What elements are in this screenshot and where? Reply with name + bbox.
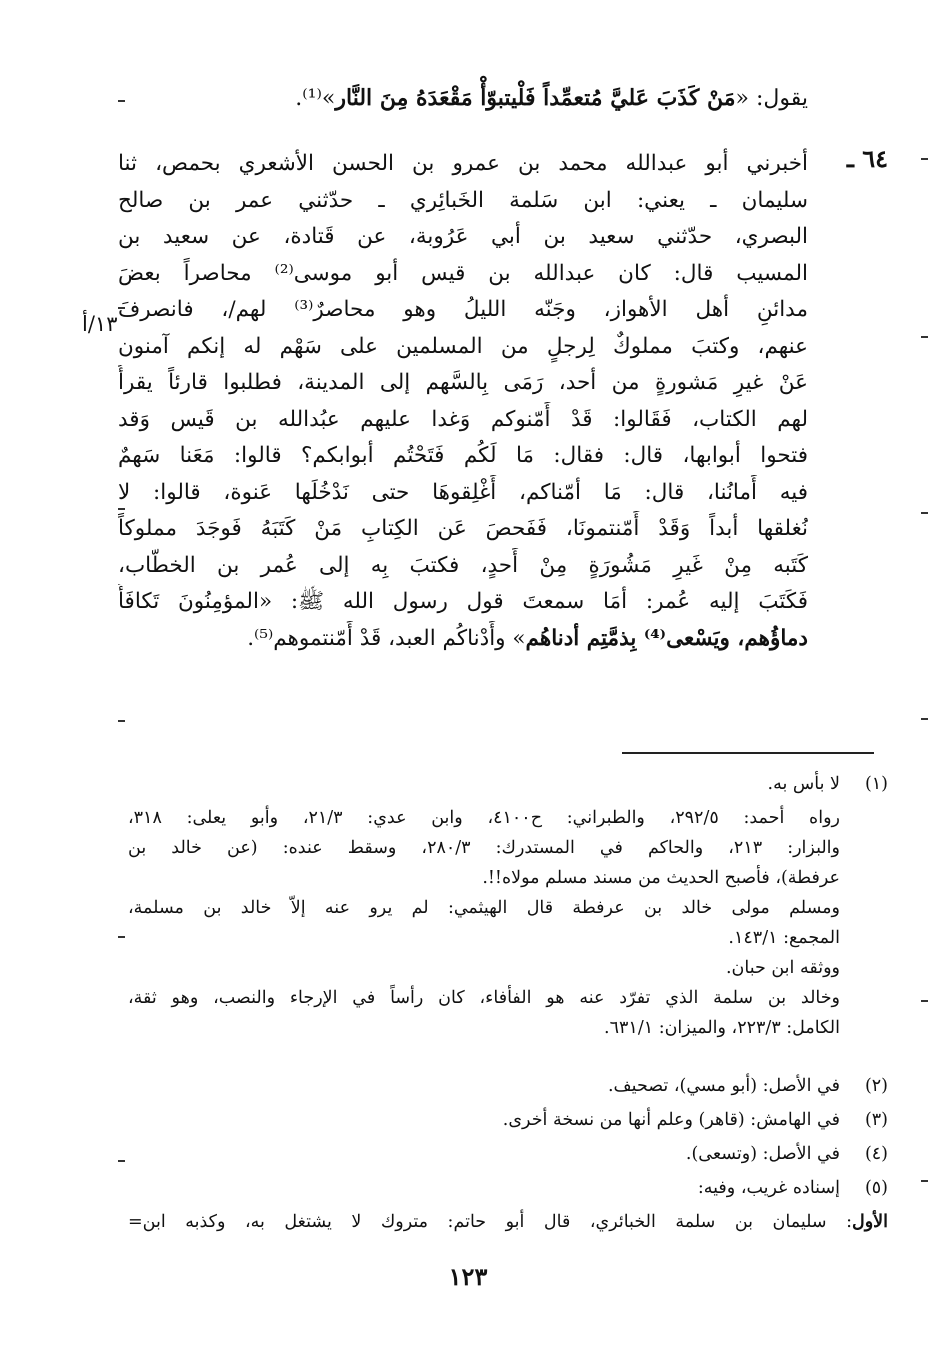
hadith-bold-phrase-2: ⁽⁴⁾ بِذمَّتِم أدناهُم [525,625,667,651]
text-line: فيه أَمانُنا، قال: مَا أمّناكم، أَغْلِقوهَا حتى نَدْخُلَها عَنوة، قالوا: لا [118,479,808,505]
margin-tick [921,512,928,514]
text-line: المسيب قال: كان عبدالله بن قيس أبو موسى⁽²⁾ محاصراً بعضَ [118,260,808,286]
text-line-last [118,621,808,658]
text-line: البصري، حدّثني سعيد بن أبي عَرُوبة، عن قَتادة، عن سعيد بن [118,224,808,249]
footnote-line: الكامل: ٢٢٣/٣، والميزان: ٦٣١/١. [604,1018,840,1038]
footnote-number: (٢) [864,1076,888,1096]
margin-tick [118,1160,125,1162]
margin-tick [118,720,125,722]
margin-tick [921,1180,928,1182]
margin-tick [118,100,125,102]
footnote-number: (٤) [864,1144,888,1164]
footnote-text: لا بأس به. [767,774,840,794]
footnote-number: (٥) [864,1178,888,1198]
intro-prefix: يقول: « [735,86,808,111]
text-line: فتحوا أبوابها، قال: فقال: مَا لَكُم فَتَحْتُم أبوابكم؟ قالوا: مَعَنا سَهمٌ [118,443,808,468]
footnote-line: ومسلم مولى خالد بن عرفطة قال الهيثمي: لم يرو عنه إلاّ خالد بن مسلمة، [128,898,840,918]
hadith-bold-phrase: دماؤُهم، ويَسْعى [666,625,808,651]
page-number: ١٢٣ [448,1262,488,1291]
footnote-line: رواه أحمد: ٢٩٢/٥، والطبراني: ح٤١٠٠، وابن عدي: ٢١/٣، وأبو يعلى: ٣١٨، [128,808,840,828]
footnote-line: والبزار: ٢١٣، والحاكم في المستدرك: ٢٨٠/٣، وسقط عنده: (عن خالد بن [128,838,840,858]
footnote-1-body [128,803,840,1043]
footnote-line-text: : سليمان بن سلمة الخبائري، قال أبو حاتم: متروك لا يشتغل به، وكذبه ابن= [128,1212,852,1232]
footnote-line: عرفطة)، فأصبح الحديث من مسند مسلم مولاه!!. [482,868,840,888]
footnote-text: إسناده غريب، وفيه: [697,1178,840,1198]
text-line: كَتَبه مِنْ غَيرِ مَشُورَةٍ مِنْ أَحدٍ، فكتبَ بِه إلى عُمر بن الخطّاب، [118,552,808,578]
text-line: لهم الكتاب، فَقَالوا: قَدْ أَمّنوكم وَغدا عليهم عبُدالله بن قَيس وَقد [118,406,808,432]
footnote-5-body [128,1207,888,1237]
footnote-text: في الأصل: (أبو مسي)، تصحيف. [607,1076,840,1096]
hadith-closing: » وأَدْناكُم العبد، قَدْ أَمّنتموهم⁽⁵⁾. [247,625,526,651]
text-line: أخبرني أبو عبدالله محمد بن عمرو بن الحسن الأشعري بحمص، ثنا [118,151,808,176]
margin-tick [921,336,928,338]
intro-line [128,78,808,119]
hadith-text [118,146,808,657]
footnote-number: (١) [864,774,888,794]
footnote-label: الأول [851,1212,888,1232]
footnote-line: المجمع: ١٤٣/١. [728,928,840,948]
margin-tick [921,158,928,160]
margin-folio-note: ١٣/أ [82,312,118,336]
text-line: عنهم، وكتبَ مملوكٌ لِرجلٍ من المسلمين على سَهْم له إنكم آمنون [118,333,808,359]
footnote-line [128,1207,888,1237]
footnote-text: في الهامش: (قاهر) وعلم أنها من نسخة أخرى. [502,1110,840,1130]
intro-quote: مَنْ كَذَبَ عَليَّ مُتعمِّداً فَلْيتبوّأْ مَقْعَدَهُ مِنَ النَّار [335,85,736,111]
text-line: عَنْ غيرِ مَشورةٍ من أحد، رَمَى بِالسَّهم إلى المدينة، فطلبوا قارئاً يقرأُ [118,370,808,395]
text-line: نُغلقها أبداً وَقَدْ أَمّنتمونَا، فَفَحصَ عَن الكِتابِ مَنْ كَتَبَهُ فَوجَدَ مملوكاً [118,516,808,541]
text-line: مدائنِ أهل الأهواز، وجَنّه الليلُ وهو محاصرٌ⁽³⁾ لهم/، فانصرفَ [118,297,808,322]
margin-tick [118,936,125,938]
footnote-line: وخالد بن سلمة الذي تفرّد عنه هو الفأفاء، كان رأساً في الإرجاء والنصب، وهو ثقة، [128,988,840,1008]
footnote-number: (٣) [864,1110,888,1130]
text-line: فَكَتَبَ إليه عُمر: أمَا سمعتَ قول رسول الله ﷺ: «المؤمِنُونَ تَكافَأُ [118,589,808,614]
margin-tick [921,1000,928,1002]
text-line: سليمان ـ يعني: ابن سَلمة الخَبائِري ـ حدّثني عمر بن صالح [118,187,808,213]
margin-tick [921,718,928,720]
footnote-line: ووثقه ابن حبان. [725,958,840,978]
footnote-separator [622,752,874,754]
footnote-text: في الأصل: (وتسعى). [685,1144,840,1164]
intro-suffix: »⁽¹⁾. [295,86,336,111]
hadith-number: ٦٤ ـ [846,144,888,173]
